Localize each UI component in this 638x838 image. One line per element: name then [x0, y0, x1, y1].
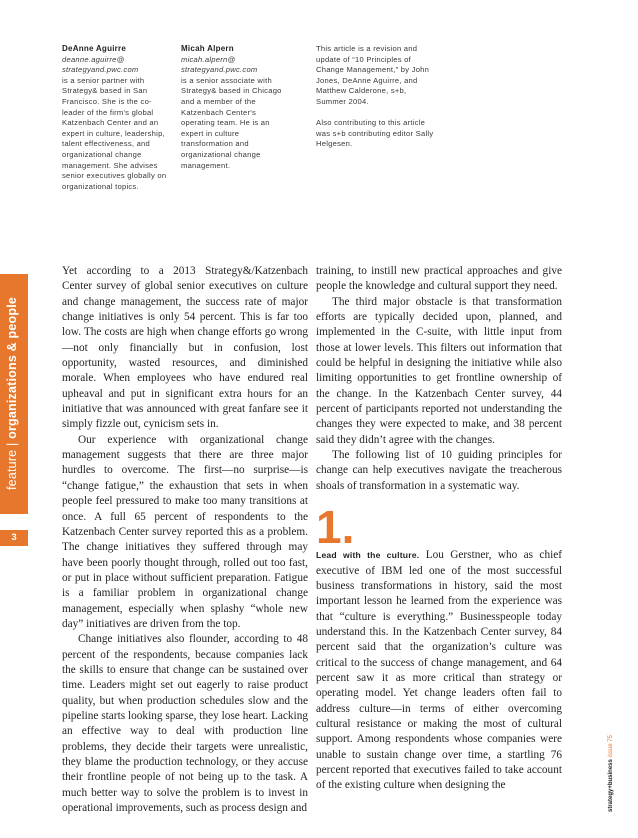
- principle-text: Lou Gerstner, who as chief executive of IBM led one of the most successful business transformations in history, said the most important lesson he learned from the experience was that “culture is everything.” Businesspeople today understand this. In the Katzenbach Center survey, 84 percent said that the organization’s culture was critical to the success of change management, and 64 percent saw it as more critical than strategy or operating model. Yet change leaders often fail to address culture—in terms of either overcoming cultural resistance or making the most of cultural support. Among respondents whose companies were unable to sustain change over time, a startling 76 percent reported that executives failed to take account of the existing culture when designing the: [316, 549, 563, 792]
- author-name: DeAnne Aguirre: [62, 44, 127, 53]
- author-bio-text: is a senior partner with Strategy& based in San Francisco. She is the co-leader of the firm's global Katzenbach Center and an expert in culture, leadership, talent effectiveness, and organizational change management. She advises senior executives globally on organizational topics.: [62, 75, 167, 191]
- page-number-tab: [0, 530, 28, 546]
- paragraph: Yet according to a 2013 Strategy&/Katzenbach Center survey of global senior executives on culture and change management, the success rate of major change initiatives is only 54 percent. This is far too low. The costs are high when change efforts go wrong—not only financially but in confusion, lost opportunity, wasted resources, and diminished morale. When employees who have endured real upheaval and put in significant extra hours for an initiative that was announced with great fanfare see it simply fizzle out, cynicism sets in.: [62, 265, 308, 431]
- principle-heading: Lead with the culture.: [316, 550, 420, 561]
- publication-name: strategy+business: [608, 759, 614, 812]
- principle-number: 1.: [316, 501, 355, 554]
- author-bio-text: is a senior associate with Strategy& based in Chicago and a member of the Katzenbach Center's operating team. He is an expert in culture transformation and organizational change management.: [181, 75, 282, 170]
- principle-paragraph: [316, 548, 562, 794]
- author-email-domain[interactable]: strategyand.pwc.com: [62, 65, 139, 75]
- author-email[interactable]: deanne.aguirre@: [62, 54, 125, 64]
- author-email-domain[interactable]: strategyand.pwc.com: [181, 65, 258, 75]
- section-sidebar: [0, 274, 28, 514]
- paragraph: training, to instill new practical approaches and give people the knowledge and cultural support they need.: [316, 265, 562, 293]
- author-name: Micah Alpern: [181, 44, 234, 53]
- section-topic: organizations & people: [5, 296, 19, 439]
- author-bio-alpern: [181, 44, 289, 171]
- revision-note-text: This article is a revision and update of “10 Principles of Change Management,” by John Jones, DeAnne Aguirre, and Matthew Calderone, s+b, Summer 2004.: [316, 44, 430, 106]
- paragraph: Our experience with organizational change management suggests that there are three major hurdles to overcome. The first—no surprise—is “change fatigue,” the exhaustion that sets in when people feel pressured to make too many transitions at once. A full 65 percent of respondents to the Katzenbach Center survey reported this as a problem. The change initiatives they suffered through may have been poorly thought through, rolled out too fast, or put in place without sufficient preparation. Fatigue is a familiar problem in organizational change management, especially when splashy “whole new day” initiatives are driven from the top.: [62, 433, 308, 630]
- paragraph: The following list of 10 guiding principles for change can help executives navigate the treacherous shoals of transformation in a systematic way.: [316, 449, 562, 492]
- author-bio-aguirre: [62, 44, 170, 192]
- revision-note: [316, 44, 434, 150]
- page-number: 3: [11, 532, 17, 543]
- running-footer: [608, 735, 614, 812]
- issue-label: issue 75: [608, 735, 614, 758]
- paragraph: The third major obstacle is that transformation efforts are typically decided upon, planned, and implemented in the C-suite, with little input from those at lower levels. This filters out information that could be helpful in designing the initiative while also limiting opportunities to get frontline ownership of the change. In the Katzenbach Center survey, 44 percent of participants reported not understanding the changes they were expected to make, and 38 percent said they didn’t agree with the changes.: [316, 295, 562, 446]
- section-name: feature: [5, 449, 19, 490]
- body-column-right: [316, 264, 562, 794]
- paragraph: Change initiatives also flounder, according to 48 percent of the respondents, because companies lack the skills to ensure that change can be sustained over time. Leaders might set out eagerly to raise product quality, but when production schedules slow and the pipeline starts looking sparse, they lose heart. Lacking an effective way to deal with production line problems, they decide their targets were unrealistic, they blame the production technology, or they accuse their frontline people of not being up to the task. A much better way to solve the problem is to invest in operational improvements, such as process design and: [62, 633, 308, 815]
- body-column-left: [62, 264, 308, 816]
- author-email[interactable]: micah.alpern@: [181, 54, 236, 64]
- section-label: feature | organizations & people: [5, 296, 19, 490]
- contributor-note-text: Also contributing to this article was s+b contributing editor Sally Helgesen.: [316, 118, 434, 149]
